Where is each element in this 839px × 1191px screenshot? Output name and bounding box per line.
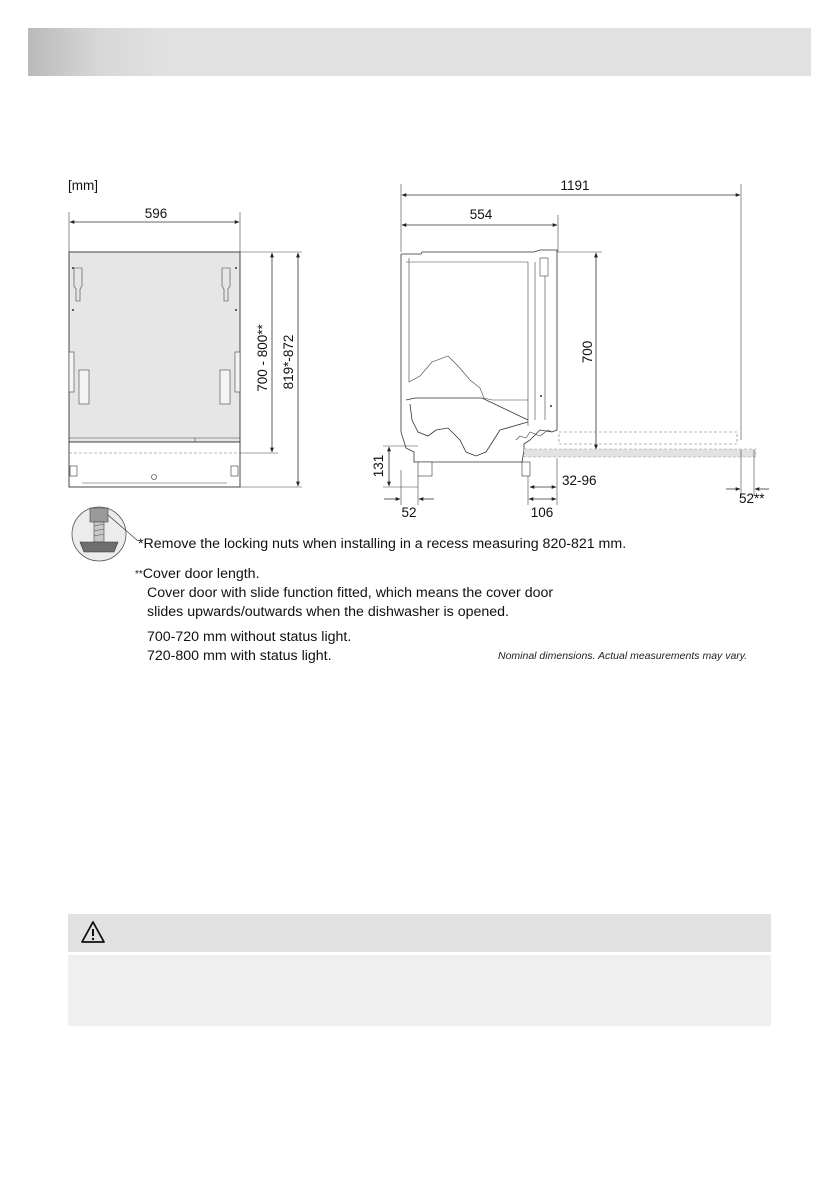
range2-text: with status light. <box>230 648 332 664</box>
cover-height-label: 700 - 800** <box>255 324 270 392</box>
depth-label: 554 <box>469 207 493 222</box>
cover-door-title <box>135 565 260 584</box>
front-base-panel <box>69 442 240 487</box>
side-height-label: 700 <box>580 340 595 364</box>
locking-nuts-note: *Remove the locking nuts when installing in a recess measuring 820-821 mm. <box>138 536 627 552</box>
units-label: [mm] <box>68 178 98 193</box>
range-with-status-light <box>147 647 332 666</box>
range-without-status-light <box>147 628 351 647</box>
front-width-label: 596 <box>144 206 168 221</box>
side-view <box>371 178 769 520</box>
warning-header <box>68 914 771 952</box>
range1-value: 700-720 mm <box>147 629 227 645</box>
cover-door-marker: ** <box>135 569 143 580</box>
nominal-dimensions-note: Nominal dimensions. Actual measurements may vary. <box>498 650 748 662</box>
bottom-offset-label: 106 <box>530 505 554 520</box>
locking-nut-illustration <box>72 507 138 561</box>
range1-text: without status light. <box>230 629 352 645</box>
cover-door-title-text: Cover door length. <box>142 566 260 582</box>
range2-value: 720-800 mm <box>147 648 227 664</box>
front-cover-panel <box>69 252 240 442</box>
total-depth-label: 1191 <box>560 178 590 193</box>
warning-body <box>68 955 771 1026</box>
foot-height-label: 131 <box>371 454 386 478</box>
warning-triangle-icon <box>80 920 106 944</box>
cover-offset-label: 52** <box>739 491 765 506</box>
front-view <box>69 206 302 487</box>
cover-door-description-line2: slides upwards/outwards when the dishwasher is opened. <box>147 604 509 620</box>
gap-range-label: 32-96 <box>562 473 597 488</box>
foot-setback-label: 52 <box>401 505 417 520</box>
cover-door-description-line1: Cover door with slide function fitted, which means the cover door <box>147 585 554 601</box>
total-height-label: 819*-872 <box>281 334 296 390</box>
